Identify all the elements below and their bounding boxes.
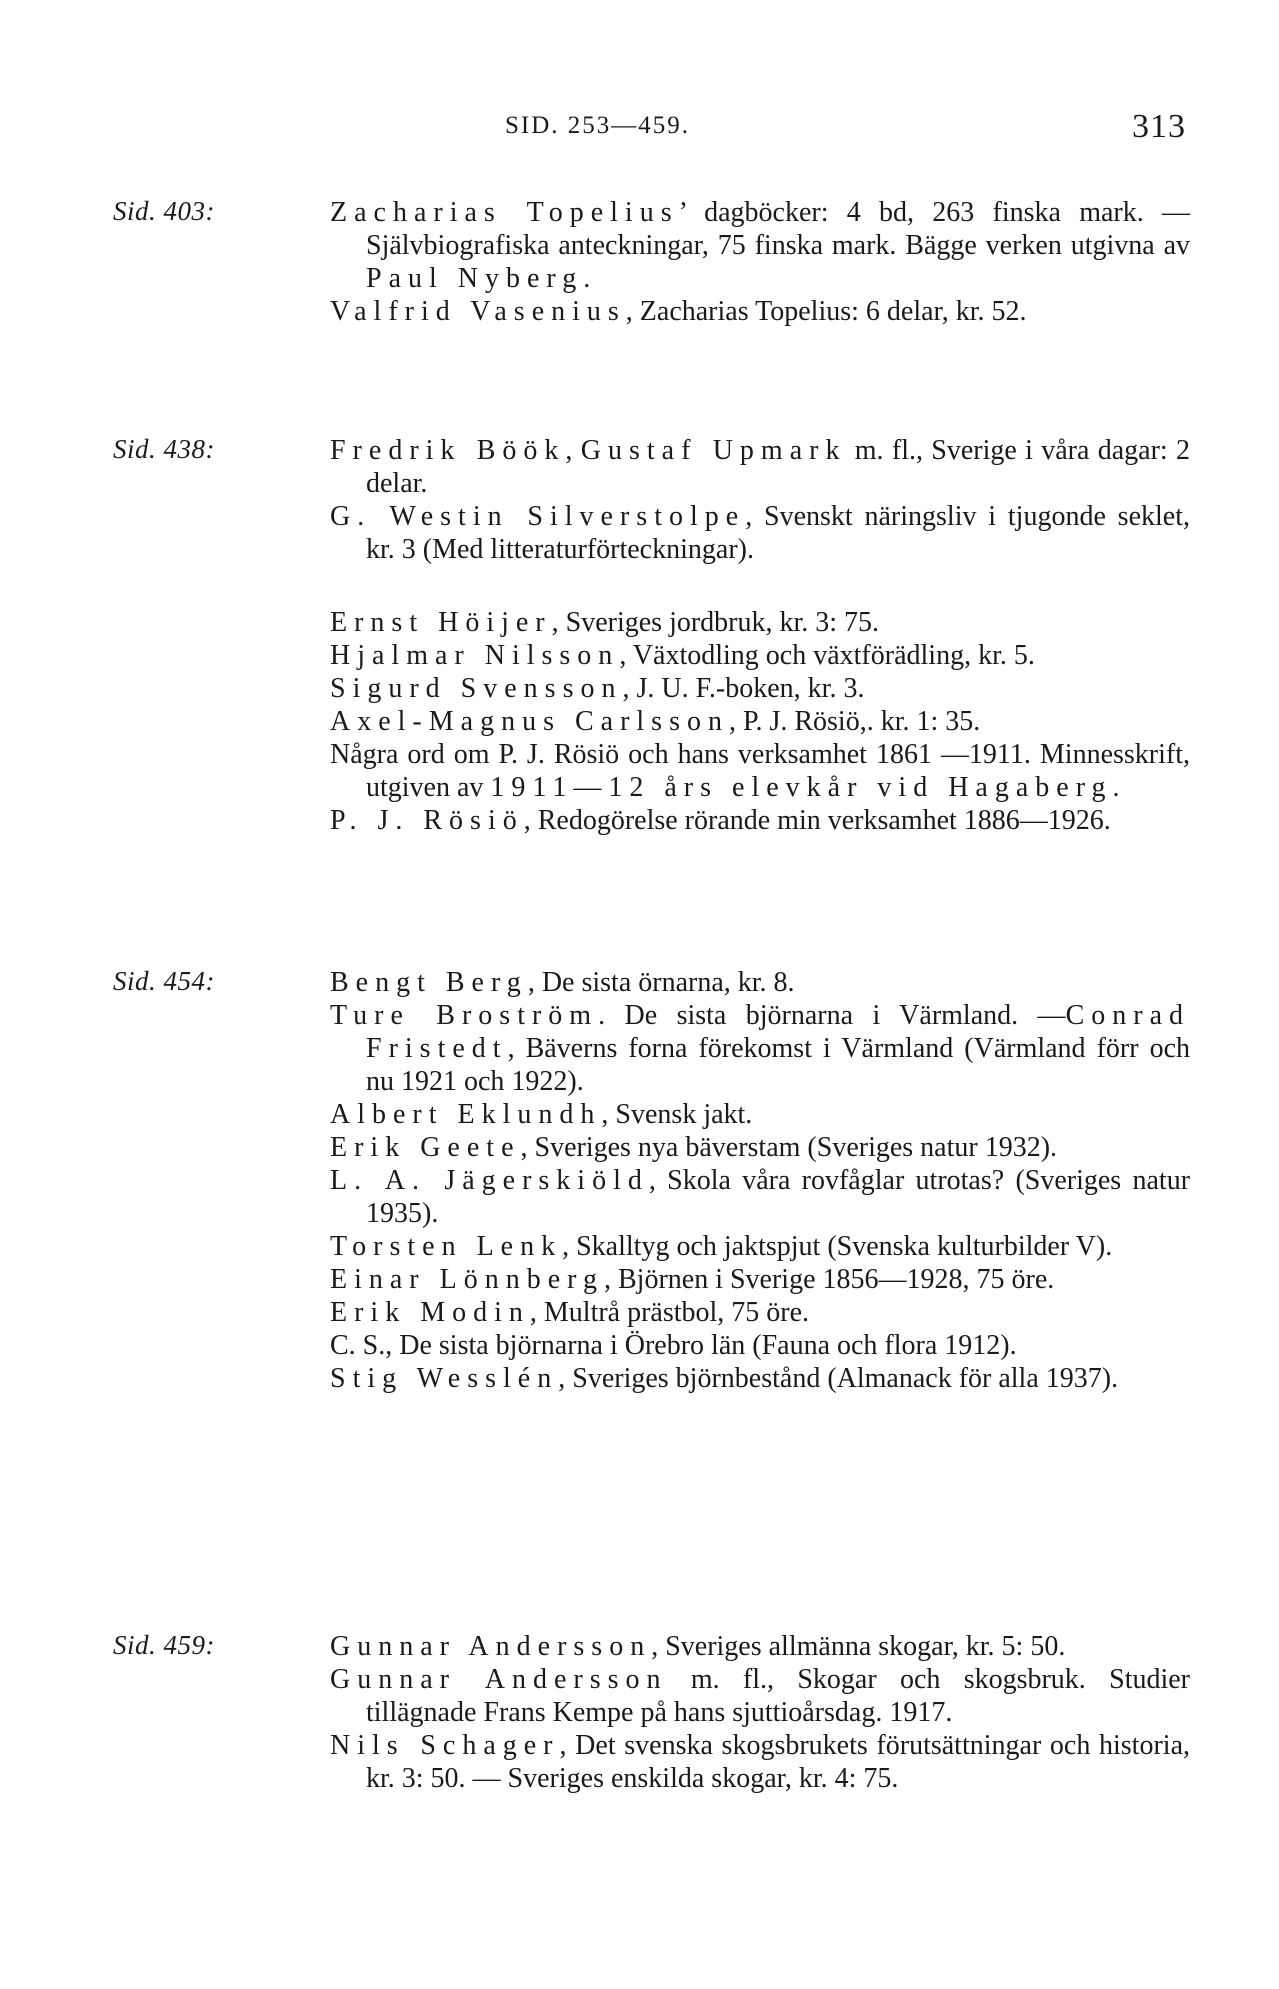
author-name: Gustaf Upmark	[580, 435, 847, 466]
bibliography-entry	[330, 804, 1190, 837]
section-label: Sid. 403:	[113, 196, 215, 226]
author-name: Valfrid Vasenius	[330, 296, 626, 327]
running-head-title: SID. 253—459.	[505, 112, 691, 139]
bibliography-entry	[330, 196, 1190, 295]
author-name: Fredrik Böök	[330, 435, 566, 466]
bibliography-entry	[330, 1230, 1190, 1263]
bibliography-entry	[330, 672, 1190, 705]
bibliography-entry	[330, 999, 1190, 1098]
bibliography-entry	[330, 1729, 1190, 1795]
entry-text: , De sista örnarna, kr. 8.	[527, 967, 795, 998]
page-number: 313	[1132, 108, 1186, 145]
entry-text: , Zacharias Topelius: 6 delar, kr. 52.	[625, 296, 1027, 327]
author-name: Hjalmar Nilsson	[330, 640, 620, 671]
bibliography-entry	[330, 705, 1190, 738]
section-label: Sid. 459:	[113, 1630, 215, 1660]
entry-text: , Det svenska skogsbrukets förutsättningar och historia, kr. 3: 50. — Sveriges enskilda skogar, kr. 4: 75.	[366, 1730, 1190, 1794]
entry-text: , Sveriges allmänna skogar, kr. 5: 50.	[651, 1631, 1066, 1662]
bibliography-entry	[330, 1296, 1190, 1329]
section-label: Sid. 454:	[113, 966, 215, 996]
author-name: Nils Schager	[330, 1730, 560, 1761]
author-name: Gunnar Andersson	[330, 1631, 652, 1662]
entry-text: .	[583, 263, 591, 294]
bibliography-entry	[330, 295, 1190, 328]
entry-text: ’ dagböcker: 4 bd, 263 finska mark. — Självbiografiska anteckningar, 75 finska mark. Bägge verken utgivna av	[366, 197, 1191, 261]
author-name: Gunnar Andersson	[330, 1664, 668, 1695]
bibliography-entry	[330, 500, 1190, 566]
bibliography-entry	[330, 1131, 1190, 1164]
entry-text: , P. J. Rösiö,. kr. 1: 35.	[728, 706, 981, 737]
entry-text: , Växtodling och växtförädling, kr. 5.	[619, 640, 1035, 671]
entry-text: , Skola våra rovfåglar utrotas? (Sveriges natur 1935).	[366, 1165, 1191, 1229]
entry-text: , Sveriges björnbestånd (Almanack för alla 1937).	[558, 1363, 1119, 1394]
entry-text: m. fl., Sverige i våra dagar: 2 delar.	[366, 435, 1190, 499]
bibliography-entry	[330, 1164, 1190, 1230]
entry-text: ,	[565, 435, 581, 466]
entry-text: C. S., De sista björnarna i Örebro län (Fauna och flora 1912).	[330, 1330, 1017, 1361]
running-head	[0, 108, 1279, 152]
author-name: Einar Lönnberg	[330, 1264, 604, 1295]
author-name: Sigurd Svensson	[330, 673, 623, 704]
entry-text: , J. U. F.-boken, kr. 3.	[622, 673, 865, 704]
bibliography-entry	[330, 738, 1190, 804]
bibliography-entry	[330, 606, 1190, 639]
bibliography-entry	[330, 1263, 1190, 1296]
entry-text: m. fl., Skogar och skogsbruk. Studier tillägnade Frans Kempe på hans sjuttioårsdag. 1917.	[366, 1664, 1190, 1728]
entry-text: , Björnen i Sverige 1856—1928, 75 öre.	[603, 1264, 1055, 1295]
author-name: Torsten Lenk	[330, 1231, 563, 1262]
entry-list	[330, 966, 1190, 1395]
bibliography-entry	[330, 1329, 1190, 1362]
author-name: Conrad Fristedt	[366, 1000, 1190, 1064]
author-name: Zacharias Topelius	[330, 197, 679, 228]
entry-text: , Multrå prästbol, 75 öre.	[529, 1297, 810, 1328]
entry-text: , Svensk jakt.	[601, 1099, 753, 1130]
author-name: Erik Modin	[330, 1297, 530, 1328]
entry-list	[330, 196, 1190, 328]
author-name: Erik Geete	[330, 1132, 521, 1163]
entry-text: , Svenskt näringsliv i tjugonde seklet, kr. 3 (Med litteraturförteckningar).	[366, 501, 1190, 565]
author-name: Ture Broström	[330, 1000, 599, 1031]
entry-text: Några ord om P. J. Rösiö och hans verksamhet 1861 —1911. Minnesskrift, utgiven av	[330, 739, 1190, 803]
section-label: Sid. 438:	[113, 434, 215, 464]
author-name: G. Westin Silverstolpe	[330, 501, 746, 532]
entry-text: , Skalltyg och jaktspjut (Svenska kulturbilder V).	[562, 1231, 1113, 1262]
author-name: Axel-Magnus Carlsson	[330, 706, 729, 737]
entry-text: .	[1112, 772, 1120, 803]
author-name: L. A. Jägerskiöld	[330, 1165, 649, 1196]
bibliography-entry	[330, 1663, 1190, 1729]
author-name: P. J. Rösiö	[330, 805, 524, 836]
entry-list	[330, 1630, 1190, 1795]
bibliography-entry	[330, 1362, 1190, 1395]
entry-text: , Bäverns forna förekomst i Värmland (Värmland förr och nu 1921 och 1922).	[366, 1033, 1190, 1097]
bibliography-entry	[330, 1098, 1190, 1131]
author-name: Bengt Berg	[330, 967, 528, 998]
author-name: Ernst Höijer	[330, 607, 552, 638]
entry-text: , Sveriges nya bäverstam (Sveriges natur 1932).	[520, 1132, 1058, 1163]
entry-text: . De sista björnarna i Värmland. —	[598, 1000, 1066, 1031]
author-name: Albert Eklundh	[330, 1099, 602, 1130]
author-name: Paul Nyberg	[366, 263, 584, 294]
author-name: Stig Wesslén	[330, 1363, 559, 1394]
entry-text: , Redogörelse rörande min verksamhet 1886—1926.	[523, 805, 1111, 836]
entry-text: , Sveriges jordbruk, kr. 3: 75.	[551, 607, 880, 638]
bibliography-entry	[330, 966, 1190, 999]
bibliography-entry	[330, 1630, 1190, 1663]
bibliography-entry	[330, 639, 1190, 672]
bibliography-entry	[330, 434, 1190, 500]
author-name: 1911—12 års elevkår vid Hagaberg	[490, 772, 1113, 803]
entry-list	[330, 434, 1190, 837]
